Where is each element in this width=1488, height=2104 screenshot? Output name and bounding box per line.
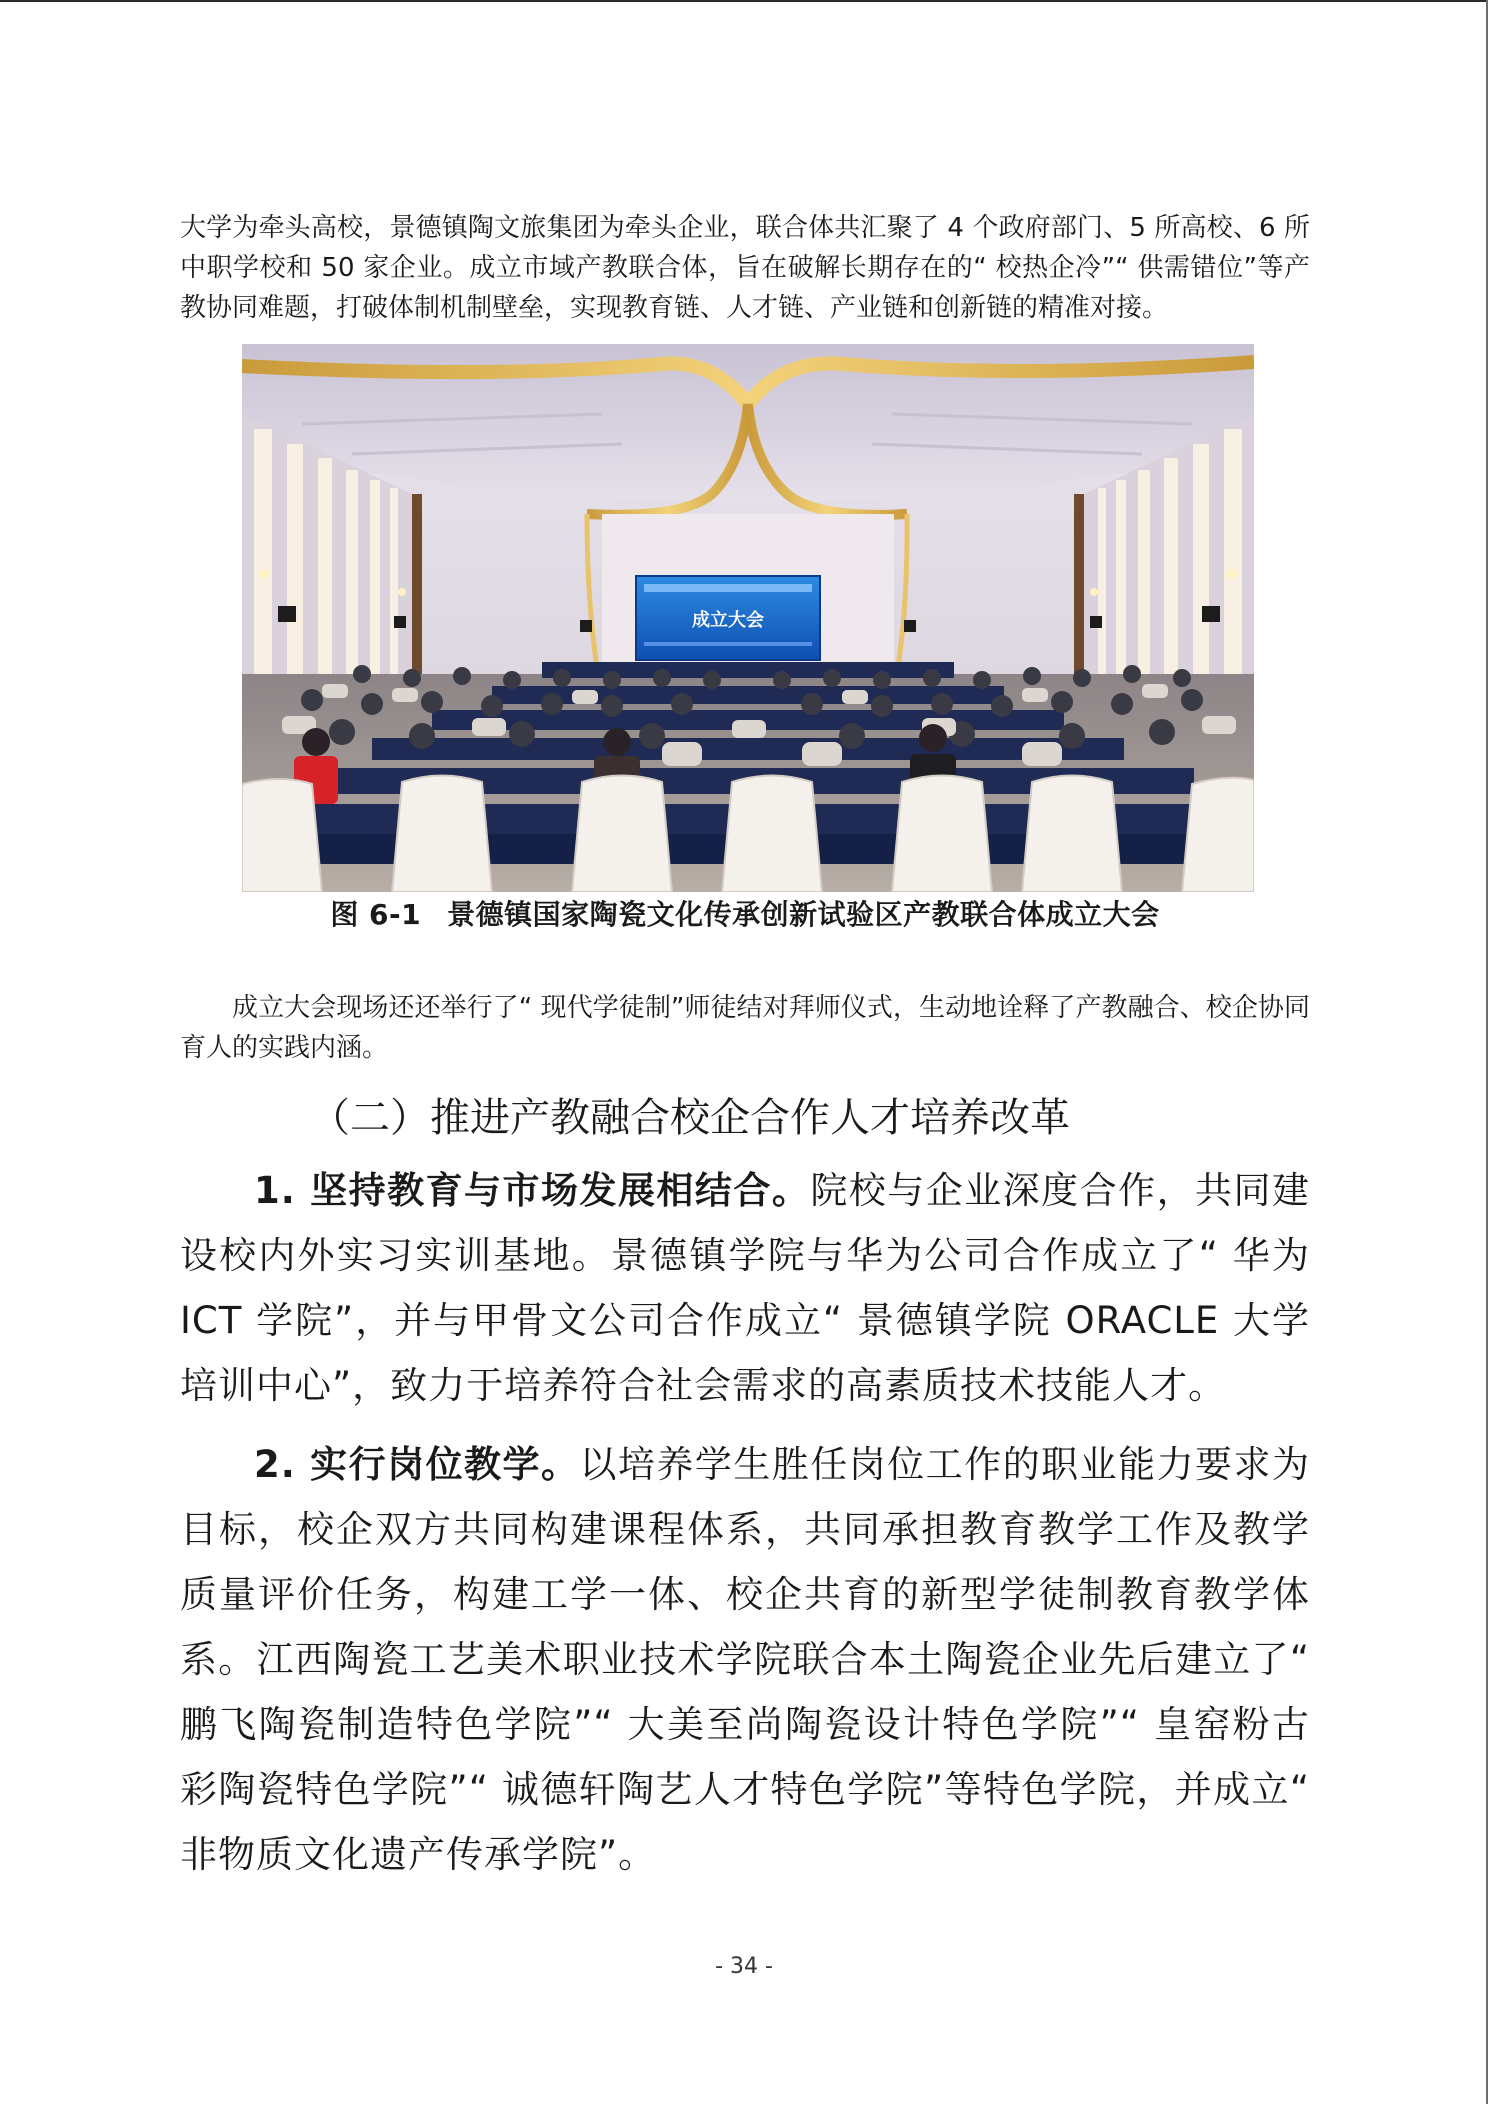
figure-caption-number: 图 6-1 — [330, 898, 422, 931]
item-2-lead: 2. 实行岗位教学。 — [254, 1443, 580, 1486]
section-heading: （二）推进产教融合校企合作人才培养改革 — [310, 1095, 1070, 1141]
figure-caption — [180, 896, 1310, 934]
item-1-paragraph — [180, 1158, 1310, 1418]
conference-photo — [242, 344, 1254, 892]
intro-paragraph: 大学为牵头高校，景德镇陶文旅集团为牵头企业，联合体共汇聚了 4 个政府部门、5 所高校、6 所中职学校和 50 家企业。成立市域产教联合体，旨在破解长期存在的“ 校热企冷”“ 供需错位”等产教协同难题，打破体制机制壁垒，实现教育链、人才链、产业链和创新链的精准对接。 — [180, 213, 1310, 323]
item-2-body: 以培养学生胜任岗位工作的职业能力要求为目标，校企双方共同构建课程体系，共同承担教育教学工作及教学质量评价任务，构建工学一体、校企共育的新型学徒制教育教学体系。江西陶瓷工艺美术职业技术学院联合本土陶瓷企业先后建立了“ 鹏飞陶瓷制造特色学院”“ 大美至尚陶瓷设计特色学院”“ 皇窑粉古彩陶瓷特色学院”“ 诚德轩陶艺人才特色学院”等特色学院，并成立“ 非物质文化遗产传承学院”。 — [180, 1443, 1311, 1876]
page-number: - 34 - — [715, 1954, 773, 1979]
screen-title: 成立大会 — [692, 610, 764, 631]
figure-caption-text: 景德镇国家陶瓷文化传承创新试验区产教联合体成立大会 — [447, 898, 1160, 931]
page-top-border — [0, 0, 1488, 2]
item-1-lead: 1. 坚持教育与市场发展相结合。 — [254, 1169, 811, 1212]
ceremony-paragraph: 成立大会现场还还举行了“ 现代学徒制”师徒结对拜师仪式，生动地诠释了产教融合、校企协同育人的实践内涵。 — [180, 993, 1310, 1063]
item-1-body: 院校与企业深度合作，共同建设校内外实习实训基地。景德镇学院与华为公司合作成立了“ 华为 ICT 学院”，并与甲骨文公司合作成立“ 景德镇学院 ORACLE 大学培训中心”，致力于培养符合社会需求的高素质技术技能人才。 — [180, 1169, 1310, 1407]
item-2-paragraph — [180, 1432, 1310, 1887]
conference-photo-illustration — [242, 344, 1254, 892]
document-page — [180, 208, 1310, 1887]
